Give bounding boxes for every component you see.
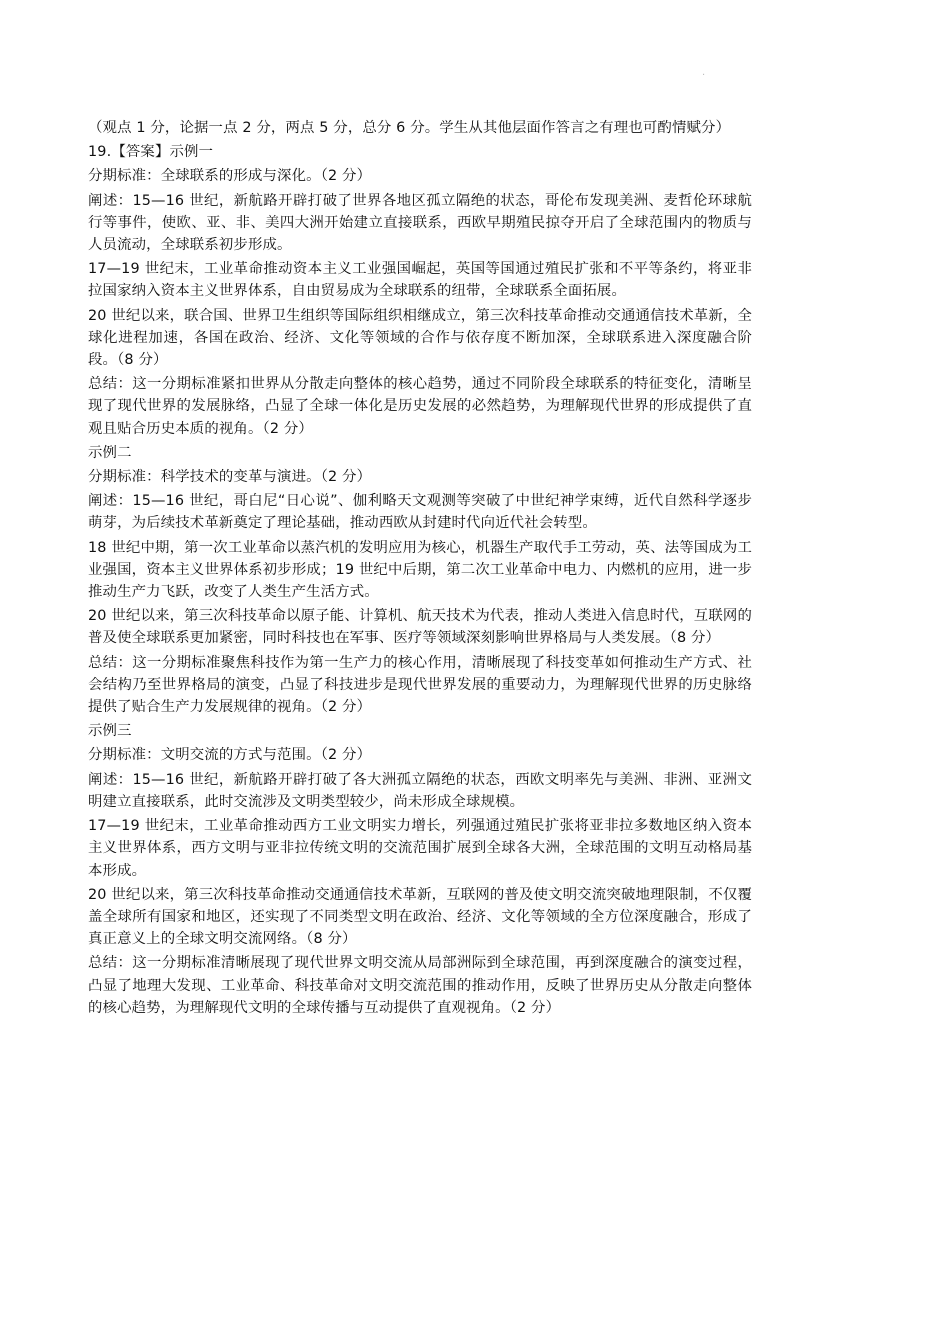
example3-heading: 示例三: [88, 723, 132, 740]
example2-summary: 总结：这一分期标准聚焦科技作为第一生产力的核心作用，清晰展现了科技变革如何推动生产方式、社会结构乃至世界格局的演变，凸显了科技进步是现代世界发展的重要动力，为理解现代世界的历史脉络提供了贴合生产力发展规律的视角。（2 分）: [88, 654, 752, 716]
answer-document: [88, 117, 752, 1019]
example2-stage2: 18 世纪中期，第一次工业革命以蒸汽机的发明应用为核心，机器生产取代手工劳动，英、法等国成为工业强国，资本主义世界体系初步形成；19 世纪中后期，第二次工业革命中电力、内燃机的应用，进一步推动生产力飞跃，改变了人类生产生活方式。: [88, 539, 752, 601]
example3-stage3: 20 世纪以来，第三次科技革命推动交通通信技术革新，互联网的普及使文明交流突破地理限制，不仅覆盖全球所有国家和地区，还实现了不同类型文明在政治、经济、文化等领域的全方位深度融合，形成了真正意义上的全球文明交流网络。（8 分）: [88, 886, 752, 948]
example3-stage2: 17—19 世纪末，工业革命推动西方工业文明实力增长，列强通过殖民扩张将亚非拉多数地区纳入资本主义世界体系，西方文明与亚非拉传统文明的交流范围扩展到全球各大洲，全球范围的文明互动格局基本形成。: [88, 818, 752, 879]
example1-stage2: 17—19 世纪末，工业革命推动资本主义工业强国崛起，英国等国通过殖民扩张和不平等条约，将亚非拉国家纳入资本主义世界体系，自由贸易成为全球联系的纽带，全球联系全面拓展。: [88, 261, 752, 300]
example1-stage1: 阐述：15—16 世纪，新航路开辟打破了世界各地区孤立隔绝的状态，哥伦布发现美洲、麦哲伦环球航行等事件，使欧、亚、非、美四大洲开始建立直接联系，西欧早期殖民掠夺开启了全球范围内的物质与人员流动，全球联系初步形成。: [88, 192, 752, 254]
example1-summary: 总结：这一分期标准紧扣世界从分散走向整体的核心趋势，通过不同阶段全球联系的特征变化，清晰呈现了现代世界的发展脉络，凸显了全球一体化是历史发展的必然趋势，为理解现代世界的形成提供了直观且贴合历史本质的视角。（2 分）: [88, 376, 752, 437]
example2-stage3: 20 世纪以来，第三次科技革命以原子能、计算机、航天技术为代表，推动人类进入信息时代，互联网的普及使全球联系更加紧密，同时科技也在军事、医疗等领域深刻影响世界格局与人类发展。（8 分）: [88, 608, 752, 647]
answer-heading: 19.【答案】示例一: [88, 144, 214, 161]
example2-criterion: 分期标准：科学技术的变革与演进。（2 分）: [88, 469, 372, 486]
example2-stage1: 阐述：15—16 世纪，哥白尼“日心说”、伽利略天文观测等突破了中世纪神学束缚，近代自然科学逐步萌芽，为后续技术革新奠定了理论基础，推动西欧从封建时代向近代社会转型。: [88, 493, 752, 532]
example1-stage3: 20 世纪以来，联合国、世界卫生组织等国际组织相继成立，第三次科技革命推动交通通信技术革新，全球化进程加速，各国在政治、经济、文化等领域的合作与依存度不断加深，全球联系进入深度融合阶段。（8 分）: [88, 307, 752, 369]
example2-heading: 示例二: [88, 444, 132, 461]
example1-criterion: 分期标准：全球联系的形成与深化。（2 分）: [88, 168, 372, 185]
corner-mark: ·: [702, 70, 706, 81]
example3-criterion: 分期标准：文明交流的方式与范围。（2 分）: [88, 747, 372, 764]
scoring-note: （观点 1 分，论据一点 2 分，两点 5 分，总分 6 分。学生从其他层面作答言之有理也可酌情赋分）: [88, 120, 731, 136]
example3-stage1: 阐述：15—16 世纪，新航路开辟打破了各大洲孤立隔绝的状态，西欧文明率先与美洲、非洲、亚洲文明建立直接联系，此时交流涉及文明类型较少，尚未形成全球规模。: [88, 771, 752, 810]
example3-summary: 总结：这一分期标准清晰展现了现代世界文明交流从局部洲际到全球范围，再到深度融合的演变过程，凸显了地理大发现、工业革命、科技革命对文明交流范围的推动作用，反映了世界历史从分散走向整体的核心趋势，为理解现代文明的全球传播与互动提供了直观视角。（2 分）: [88, 955, 752, 1016]
